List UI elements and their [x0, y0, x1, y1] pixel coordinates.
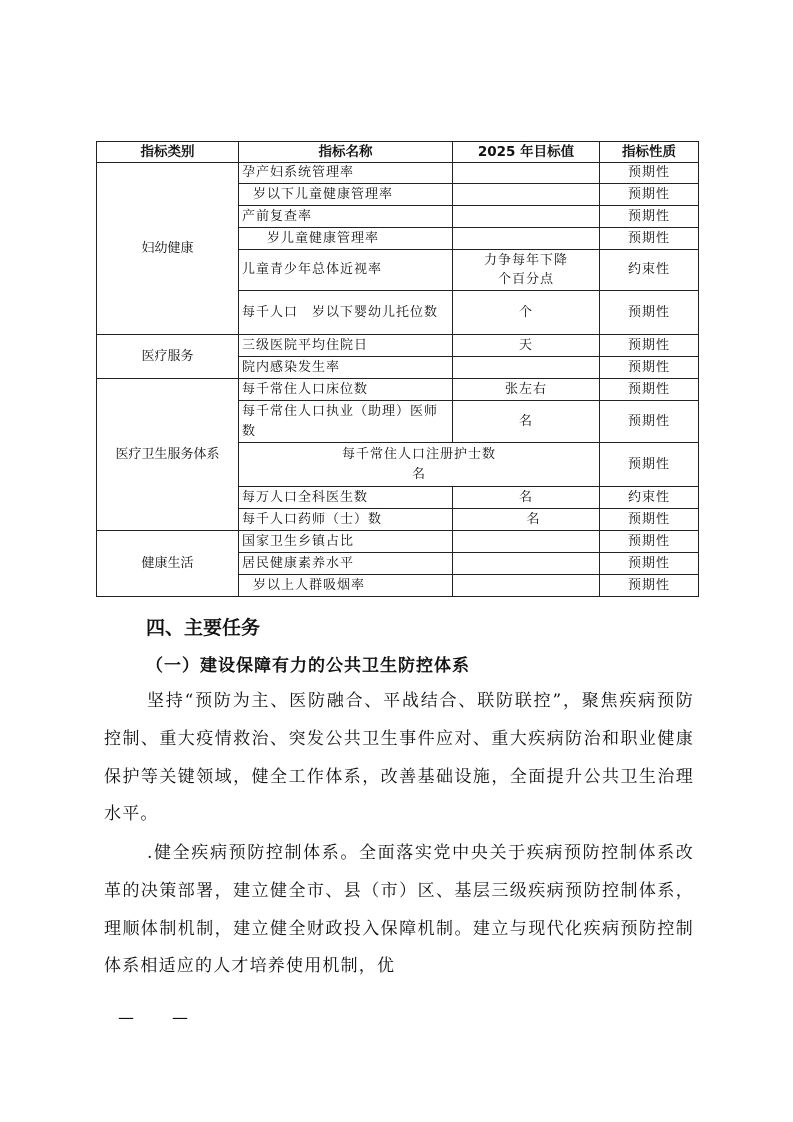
indicator-target — [453, 206, 600, 228]
indicator-nature: 预期性 — [600, 206, 699, 228]
indicator-name: 居民健康素养水平 — [239, 553, 453, 575]
indicator-target: 名 — [411, 466, 426, 482]
category-medical: 医疗服务 — [97, 335, 239, 379]
indicator-name: 国家卫生乡镇占比 — [239, 531, 453, 553]
subsection-heading: （一）建设保障有力的公共卫生防控体系 — [146, 656, 470, 676]
indicator-nature: 预期性 — [600, 357, 699, 379]
indicator-name: 每万人口全科医生数 — [239, 487, 453, 509]
category-maternal: 妇幼健康 — [97, 163, 239, 335]
page-footer: — — — [118, 1008, 191, 1027]
indicator-name: 儿童青少年总体近视率 — [239, 250, 453, 291]
table-row — [97, 531, 699, 553]
table-row — [97, 379, 699, 401]
indicator-target — [453, 228, 600, 250]
indicator-nature: 预期性 — [600, 184, 699, 206]
indicator-target: 张左右 — [453, 379, 600, 401]
table-header-row — [97, 142, 699, 163]
header-category: 指标类别 — [97, 142, 239, 163]
indicator-name: 每千常住人口床位数 — [239, 379, 453, 401]
indicator-name: 孕产妇系统管理率 — [239, 163, 453, 184]
indicator-name: 岁儿童健康管理率 — [239, 228, 453, 250]
indicator-target: 名 — [453, 487, 600, 509]
section-heading: 四、主要任务 — [146, 617, 261, 639]
indicator-target: 个 — [453, 291, 600, 335]
indicator-nature: 约束性 — [600, 487, 699, 509]
indicator-target: 名 — [453, 401, 600, 443]
indicator-target — [453, 357, 600, 379]
indicator-table — [96, 141, 699, 597]
header-target: 2025 年目标值 — [453, 142, 600, 163]
indicator-name: 产前复查率 — [239, 206, 453, 228]
indicator-target — [453, 575, 600, 597]
indicator-nature: 约束性 — [600, 250, 699, 291]
indicator-nature: 预期性 — [600, 509, 699, 531]
indicator-target: 天 — [453, 335, 600, 357]
indicator-nature: 预期性 — [600, 575, 699, 597]
indicator-target — [453, 531, 600, 553]
indicator-name: 每千常住人口执业（助理）医师数 — [239, 401, 453, 443]
header-name: 指标名称 — [239, 142, 453, 163]
indicator-nature: 预期性 — [600, 291, 699, 335]
indicator-target — [453, 184, 600, 206]
indicator-name: 每千人口 岁以下婴幼儿托位数 — [239, 291, 453, 335]
indicator-nature: 预期性 — [600, 335, 699, 357]
indicator-nature: 预期性 — [600, 443, 699, 487]
indicator-name: 岁以下儿童健康管理率 — [239, 184, 453, 206]
indicator-name: 岁以上人群吸烟率 — [239, 575, 453, 597]
indicator-nature: 预期性 — [600, 401, 699, 443]
category-lifestyle: 健康生活 — [97, 531, 239, 597]
indicator-name: 每千常住人口注册护士数 — [341, 446, 496, 462]
category-system: 医疗卫生服务体系 — [97, 379, 239, 531]
indicator-merged-cell — [239, 443, 600, 487]
indicator-name: 院内感染发生率 — [239, 357, 453, 379]
indicator-nature: 预期性 — [600, 379, 699, 401]
body-paragraph: .健全疾病预防控制体系。全面落实党中央关于疾病预防控制体系改革的决策部署，建立健全市、县（市）区、基层三级疾病预防控制体系，理顺体制机制，建立健全财政投入保障机制。建立与现代化疾病预防控制体系相适应的人才培养使用机制，优 — [104, 843, 694, 977]
indicator-nature: 预期性 — [600, 553, 699, 575]
body-paragraph: 坚持“预防为主、医防融合、平战结合、联防联控”，聚焦疾病预防控制、重大疫情救治、突发公共卫生事件应对、重大疾病防治和职业健康保护等关键领域，健全工作体系，改善基础设施，全面提升公共卫生治理水平。 — [104, 691, 694, 825]
header-nature: 指标性质 — [600, 142, 699, 163]
indicator-target — [453, 553, 600, 575]
indicator-nature: 预期性 — [600, 531, 699, 553]
table-row — [97, 335, 699, 357]
indicator-nature: 预期性 — [600, 228, 699, 250]
indicator-nature: 预期性 — [600, 163, 699, 184]
indicator-name: 三级医院平均住院日 — [239, 335, 453, 357]
indicator-target: 力争每年下降 个百分点 — [453, 250, 600, 291]
indicator-name: 每千人口药师（士）数 — [239, 509, 453, 531]
indicator-target — [453, 163, 600, 184]
indicator-target: 名 — [453, 509, 600, 531]
table-row — [97, 163, 699, 184]
